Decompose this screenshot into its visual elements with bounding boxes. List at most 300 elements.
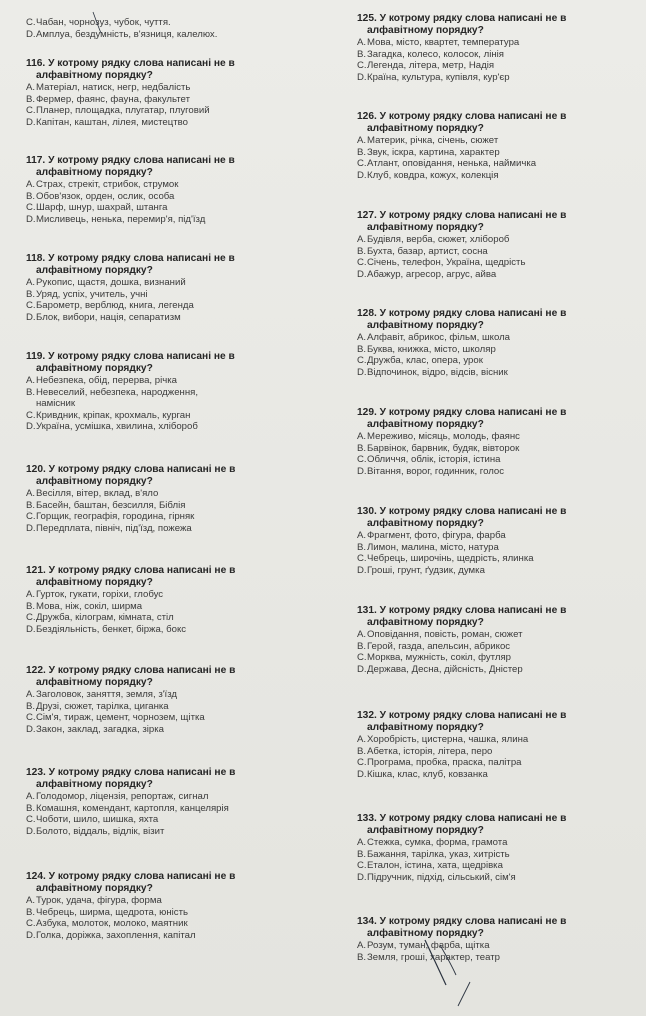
- option-text: Горщик, географія, городина, гірняк: [36, 511, 195, 523]
- option-letter: C.: [357, 454, 367, 466]
- question-number: 133.: [357, 813, 377, 824]
- option-letter: A.: [357, 234, 367, 245]
- question-text-suffix: алфавітному порядку?: [36, 476, 153, 487]
- option-text: Заголовок, заняття, земля, з'їзд: [36, 689, 178, 700]
- option-text: Сім'я, тираж, цемент, чорнозем, щітка: [36, 712, 205, 724]
- option-line: [26, 523, 326, 535]
- option-text: Легенда, літера, метр, Надія: [367, 60, 495, 72]
- option-text: Мова, ніж, сокіл, ширма: [36, 600, 143, 612]
- option-letter: C.: [26, 712, 36, 724]
- option-text: Герой, газда, апельсин, абрикос: [367, 640, 511, 652]
- option-text: намісник: [36, 398, 76, 410]
- option-text: Звук, іскра, картина, характер: [367, 146, 500, 158]
- option-line: [26, 82, 326, 94]
- option-line: [357, 860, 642, 872]
- question-number: 126.: [357, 111, 377, 122]
- option-letter: D.: [26, 421, 36, 433]
- option-line: [357, 454, 642, 466]
- option-line: [26, 410, 326, 422]
- question-text: У котрому рядку слова написані не в: [379, 506, 567, 517]
- question-title: [357, 210, 642, 234]
- question-2: [26, 253, 326, 323]
- question-text-suffix: алфавітному порядку?: [36, 677, 153, 688]
- question-text-suffix: алфавітному порядку?: [36, 577, 153, 588]
- option-text: Фрагмент, фото, фігура, фарба: [367, 530, 506, 541]
- option-letter: A.: [26, 82, 36, 93]
- question-text: У котрому рядку слова написані не в: [48, 253, 235, 264]
- option-line: [357, 769, 642, 781]
- option-letter: B.: [26, 386, 36, 398]
- option-letter: C.: [357, 158, 367, 170]
- question-title: [26, 464, 326, 488]
- question-number: 125.: [357, 13, 377, 24]
- option-line: [26, 803, 326, 815]
- option-line: [26, 179, 326, 191]
- option-letter: B.: [26, 190, 36, 202]
- option-line: [26, 511, 326, 523]
- question-title: [357, 506, 642, 530]
- question-title: [357, 13, 642, 37]
- question-text-suffix: алфавітному порядку?: [367, 722, 484, 733]
- option-line: [357, 757, 642, 769]
- option-text: Алфавіт, абрикос, фільм, школа: [367, 332, 511, 343]
- question-text: У котрому рядку слова написані не в: [48, 871, 236, 882]
- option-line: C.Чабан, чорнозуз, чубок, чуття.: [26, 17, 171, 28]
- option-line: [26, 826, 326, 838]
- option-letter: C.: [26, 300, 36, 312]
- option-line: [26, 421, 326, 433]
- question-7: [26, 767, 326, 837]
- option-text: Басейн, баштан, безсилля, Біблія: [36, 499, 186, 511]
- option-text: Мисливець, ненька, перемир'я, під'їзд: [36, 213, 206, 225]
- option-letter: D.: [357, 663, 367, 675]
- question-number: 127.: [357, 210, 377, 221]
- option-line: [357, 431, 642, 443]
- option-text: Обличчя, облік, історія, істина: [367, 454, 501, 466]
- option-text: Підручник, підхід, сільський, сім'я: [367, 871, 516, 883]
- option-text: Азбука, молоток, молоко, маятник: [36, 918, 188, 930]
- question-title: [26, 58, 326, 82]
- option-text: Лимон, малина, місто, натура: [367, 541, 499, 553]
- question-text-suffix: алфавітному порядку?: [367, 825, 484, 836]
- option-text: Голка, доріжка, захоплення, капітал: [36, 929, 196, 941]
- question-3: [357, 308, 642, 378]
- option-text: Небезпека, обід, перерва, річка: [36, 375, 177, 386]
- option-letter: C.: [357, 652, 367, 664]
- option-line: [357, 652, 642, 664]
- option-text: Невеселий, небезпека, народження,: [36, 386, 198, 398]
- option-line: [26, 94, 326, 106]
- option-text: Барометр, верблюд, книга, легенда: [36, 300, 194, 312]
- question-title: [26, 565, 326, 589]
- option-text: Турок, удача, фігура, форма: [36, 895, 162, 906]
- option-line: [26, 277, 326, 289]
- option-text: Абажур, агресор, агрус, айва: [367, 268, 497, 280]
- question-5: [357, 506, 642, 576]
- option-text: Голодомор, ліцензія, репортаж, сигнал: [36, 791, 209, 802]
- question-text: У котрому рядку слова написані не в: [379, 605, 567, 616]
- question-text: У котрому рядку слова написані не в: [379, 13, 567, 24]
- option-text: Земля, гроші, характер, театр: [367, 951, 500, 963]
- option-line: [357, 530, 642, 542]
- option-text: Весілля, вітер, вклад, в'яло: [36, 488, 159, 499]
- option-line: [26, 488, 326, 500]
- question-title: [357, 407, 642, 431]
- question-text: У котрому рядку слова написані не в: [48, 565, 236, 576]
- option-text: Гроші, грунт, ґудзик, думка: [367, 564, 485, 576]
- option-letter: C.: [357, 553, 367, 565]
- option-line: [26, 375, 326, 387]
- option-line: [357, 269, 642, 281]
- question-text: У котрому рядку слова написані не в: [379, 813, 567, 824]
- option-line: [357, 734, 642, 746]
- option-line: [357, 332, 642, 344]
- lead-options: [26, 17, 326, 40]
- option-letter: A.: [357, 530, 367, 541]
- option-text: Материк, річка, січень, сюжет: [367, 135, 499, 146]
- question-5: [26, 565, 326, 635]
- question-text-suffix: алфавітному порядку?: [367, 518, 484, 529]
- option-text: Друзі, сюжет, тарілка, циганка: [36, 700, 169, 712]
- option-line: [357, 170, 642, 182]
- option-text: Капітан, каштан, лілея, мистецтво: [36, 116, 188, 128]
- question-6: [26, 665, 326, 735]
- question-text-suffix: алфавітному порядку?: [367, 320, 484, 331]
- question-text-suffix: алфавітному порядку?: [367, 222, 484, 233]
- option-letter: A.: [26, 277, 36, 288]
- option-text: Буква, книжка, місто, школяр: [367, 343, 496, 355]
- option-line: [26, 624, 326, 636]
- option-text: Дружба, кілограм, кімната, стіл: [36, 612, 174, 624]
- option-letter: C.: [357, 860, 367, 872]
- option-text: Мереживо, місяць, молодь, фаянс: [367, 431, 520, 442]
- option-text: Країна, культура, купівля, кур'єр: [367, 71, 510, 83]
- option-text: Чебрець, ширма, щедрота, юність: [36, 906, 189, 918]
- option-letter: D.: [357, 366, 367, 378]
- question-title: [357, 710, 642, 734]
- option-line: [357, 952, 642, 964]
- question-6: [357, 605, 642, 675]
- option-line: [26, 701, 326, 713]
- option-line: [357, 367, 642, 379]
- option-line: [357, 60, 642, 72]
- option-line: [357, 837, 642, 849]
- option-line: [357, 466, 642, 478]
- question-text: У котрому рядку слова написані не в: [379, 111, 567, 122]
- question-text-suffix: алфавітному порядку?: [367, 25, 484, 36]
- option-letter: D.: [26, 723, 36, 735]
- option-letter: D.: [357, 169, 367, 181]
- option-text: Розум, туман, фарба, щітка: [367, 940, 490, 951]
- option-line: [26, 398, 326, 410]
- option-text: Закон, заклад, загадка, зірка: [36, 723, 164, 735]
- question-number: 118.: [26, 253, 46, 264]
- question-3: [26, 351, 326, 433]
- option-letter: A.: [26, 589, 36, 600]
- option-letter: D.: [26, 929, 36, 941]
- option-line: [26, 791, 326, 803]
- option-letter: A.: [26, 375, 36, 386]
- option-text: Січень, телефон, Україна, щедрість: [367, 257, 526, 269]
- option-line: [357, 147, 642, 159]
- option-letter: B.: [357, 245, 367, 257]
- option-letter: B.: [26, 288, 36, 300]
- option-line: [26, 191, 326, 203]
- option-line: [357, 664, 642, 676]
- option-letter: D.: [26, 825, 36, 837]
- option-line: [26, 289, 326, 301]
- option-letter: D.: [357, 465, 367, 477]
- option-letter: A.: [26, 895, 36, 906]
- option-text: Уряд, успіх, учитель, учні: [36, 288, 148, 300]
- option-text: Гурток, гукати, горіхи, глобус: [36, 589, 164, 600]
- option-letter: D.: [26, 213, 36, 225]
- option-letter: B.: [357, 442, 367, 454]
- option-letter: A.: [26, 689, 36, 700]
- question-text-suffix: алфавітному порядку?: [367, 617, 484, 628]
- option-letter: C.: [357, 60, 367, 72]
- option-letter: B.: [26, 906, 36, 918]
- option-letter: A.: [357, 135, 367, 146]
- option-text: Барвінок, барвник, будяк, вівторок: [367, 442, 520, 454]
- option-text: Чебрець, широчінь, щедрість, ялинка: [367, 553, 534, 565]
- question-number: 117.: [26, 155, 46, 166]
- option-line: [26, 601, 326, 613]
- option-letter: C.: [26, 409, 36, 421]
- option-line: [26, 117, 326, 129]
- question-text: У котрому рядку слова написані не в: [379, 916, 567, 927]
- option-line: [357, 872, 642, 884]
- question-number: 116.: [26, 58, 46, 69]
- option-letter: D.: [357, 564, 367, 576]
- option-letter: D.: [357, 871, 367, 883]
- option-letter: A.: [357, 332, 367, 343]
- option-line: [26, 300, 326, 312]
- option-text: Шарф, шнур, шахрай, штанга: [36, 202, 168, 214]
- option-letter: B.: [26, 600, 36, 612]
- option-letter: A.: [26, 179, 36, 190]
- option-text: Програма, пробка, праска, палітра: [367, 757, 522, 769]
- question-text-suffix: алфавітному порядку?: [36, 265, 153, 276]
- question-2: [357, 210, 642, 280]
- question-text: У котрому рядку слова написані не в: [48, 665, 236, 676]
- option-letter: C.: [26, 511, 36, 523]
- option-line: [26, 500, 326, 512]
- option-text: Будівля, верба, сюжет, хлібороб: [367, 234, 510, 245]
- option-letter: B.: [357, 951, 367, 963]
- option-line: [26, 202, 326, 214]
- option-letter: B.: [357, 640, 367, 652]
- option-letter: D.: [26, 116, 36, 128]
- question-text-suffix: алфавітному порядку?: [367, 419, 484, 430]
- option-text: Дружба, клас, опера, урок: [367, 355, 483, 367]
- option-letter: C.: [26, 814, 36, 826]
- option-line: [26, 930, 326, 942]
- question-text: У котрому рядку слова написані не в: [379, 210, 567, 221]
- question-number: 119.: [26, 351, 46, 362]
- option-letter: A.: [26, 791, 36, 802]
- question-number: 124.: [26, 871, 46, 882]
- pen-stroke: [458, 982, 470, 1006]
- option-line: [357, 849, 642, 861]
- option-letter: B.: [26, 93, 36, 105]
- question-4: [357, 407, 642, 477]
- question-7: [357, 710, 642, 780]
- option-letter: D.: [26, 311, 36, 323]
- option-text: Морква, мужність, сокіл, футляр: [367, 652, 511, 664]
- question-title: [357, 605, 642, 629]
- option-text: Болото, віддаль, відлік, візит: [36, 825, 165, 837]
- option-letter: C.: [357, 257, 367, 269]
- option-text: Обов'язок, орден, ослик, особа: [36, 190, 175, 202]
- option-line: [26, 907, 326, 919]
- question-text-suffix: алфавітному порядку?: [36, 363, 153, 374]
- option-letter: D.: [357, 71, 367, 83]
- question-8: [26, 871, 326, 941]
- question-text: У котрому рядку слова написані не в: [48, 58, 235, 69]
- option-text: Бухта, базар, артист, сосна: [367, 245, 488, 257]
- option-line: [357, 940, 642, 952]
- option-text: Матеріал, натиск, негр, недбалість: [36, 82, 191, 93]
- option-text: Комашня, комендант, картопля, канцелярія: [36, 802, 229, 814]
- option-text: Абетка, історія, літера, перо: [367, 745, 493, 757]
- option-line: [357, 746, 642, 758]
- option-line: [26, 387, 326, 399]
- question-text: У котрому рядку слова написані не в: [48, 351, 235, 362]
- question-text-suffix: алфавітному порядку?: [36, 70, 153, 81]
- question-text: У котрому рядку слова написані не в: [48, 464, 236, 475]
- option-line: [357, 158, 642, 170]
- option-text: Кривдник, кріпак, крохмаль, курган: [36, 409, 191, 421]
- option-letter: A.: [357, 940, 367, 951]
- option-letter: D.: [357, 768, 367, 780]
- option-line: [357, 629, 642, 641]
- question-number: 129.: [357, 407, 377, 418]
- option-text: Рукопис, щастя, дошка, визнаний: [36, 277, 186, 288]
- question-title: [357, 111, 642, 135]
- question-1: [26, 155, 326, 225]
- option-text: Відпочинок, відро, відсів, вісник: [367, 366, 508, 378]
- option-line: [26, 814, 326, 826]
- option-line: [357, 246, 642, 258]
- option-line: [357, 355, 642, 367]
- question-number: 122.: [26, 665, 46, 676]
- option-letter: A.: [357, 734, 367, 745]
- option-text: Блок, вибори, нація, сепаратизм: [36, 311, 181, 323]
- option-text: Загадка, колесо, колосок, лінія: [367, 48, 504, 60]
- option-line: [26, 612, 326, 624]
- option-line: [26, 712, 326, 724]
- question-text-suffix: алфавітному порядку?: [36, 167, 153, 178]
- option-text: Еталон, істина, хата, щедрівка: [367, 860, 503, 872]
- option-letter: B.: [357, 146, 367, 158]
- option-line: [26, 724, 326, 736]
- question-title: [26, 155, 326, 179]
- option-text: Фермер, фаянс, фауна, факультет: [36, 93, 190, 105]
- option-letter: C.: [26, 612, 36, 624]
- option-text: Україна, усмішка, хвилина, хлібороб: [36, 421, 198, 433]
- question-8: [357, 813, 642, 883]
- option-line: [26, 895, 326, 907]
- question-title: [357, 308, 642, 332]
- option-line: [357, 49, 642, 61]
- option-letter: B.: [357, 848, 367, 860]
- question-0: [26, 58, 326, 128]
- question-text-suffix: алфавітному порядку?: [367, 123, 484, 134]
- question-text: У котрому рядку слова написані не в: [379, 308, 567, 319]
- option-text: Чоботи, шило, шишка, яхта: [36, 814, 159, 826]
- question-text-suffix: алфавітному порядку?: [367, 928, 484, 939]
- option-letter: B.: [26, 700, 36, 712]
- option-letter: A.: [26, 488, 36, 499]
- question-text: У котрому рядку слова написані не в: [379, 710, 567, 721]
- question-title: [26, 351, 326, 375]
- option-line: [357, 234, 642, 246]
- option-line: [357, 344, 642, 356]
- option-letter: B.: [26, 499, 36, 511]
- option-text: Держава, Десна, дійсність, Дністер: [367, 663, 523, 675]
- option-line: [357, 443, 642, 455]
- question-4: [26, 464, 326, 534]
- option-letter: B.: [26, 802, 36, 814]
- option-line: [26, 589, 326, 601]
- option-letter: A.: [357, 37, 367, 48]
- option-line: [357, 135, 642, 147]
- option-line: [357, 641, 642, 653]
- option-line: [357, 37, 642, 49]
- question-text: У котрому рядку слова написані не в: [48, 155, 235, 166]
- option-text: Передплата, північ, під'їзд, пожежа: [36, 522, 192, 534]
- question-1: [357, 111, 642, 181]
- option-text: Хоробрість, цистерна, чашка, ялина: [367, 734, 529, 745]
- option-letter: A.: [357, 431, 367, 442]
- question-text-suffix: алфавітному порядку?: [36, 883, 153, 894]
- question-title: [26, 665, 326, 689]
- option-text: Оповідання, повість, роман, сюжет: [367, 629, 523, 640]
- option-letter: D.: [357, 268, 367, 280]
- option-text: Кішка, клас, клуб, ковзанка: [367, 768, 488, 780]
- option-letter: C.: [26, 202, 36, 214]
- option-text: Планер, площадка, плугатар, плуговий: [36, 105, 210, 117]
- option-line: [26, 214, 326, 226]
- option-line: [26, 312, 326, 324]
- question-0: [357, 13, 642, 83]
- option-letter: B.: [357, 343, 367, 355]
- option-line: [357, 565, 642, 577]
- option-letter: D.: [26, 623, 36, 635]
- option-text: Стежка, сумка, форма, грамота: [367, 837, 508, 848]
- question-number: 128.: [357, 308, 377, 319]
- question-9: [357, 916, 642, 963]
- question-number: 134.: [357, 916, 377, 927]
- option-line: D.Амплуа, бездумність, в'язниця, калелюх.: [26, 28, 218, 40]
- question-text: У котрому рядку слова написані не в: [379, 407, 567, 418]
- option-letter: D.: [26, 522, 36, 534]
- question-number: 132.: [357, 710, 377, 721]
- question-number: 123.: [26, 767, 46, 778]
- option-line: [26, 105, 326, 117]
- option-letter: B.: [357, 48, 367, 60]
- question-title: [357, 813, 642, 837]
- question-title: [357, 916, 642, 940]
- option-text: Клуб, ковдра, кожух, колекція: [367, 169, 499, 181]
- option-letter: C.: [26, 105, 36, 117]
- option-letter: A.: [357, 837, 367, 848]
- option-text: Бажання, тарілка, указ, хитрість: [367, 848, 510, 860]
- option-text: Страх, стрекіт, стрибок, струмок: [36, 179, 179, 190]
- question-title: [26, 767, 326, 791]
- option-line: [357, 257, 642, 269]
